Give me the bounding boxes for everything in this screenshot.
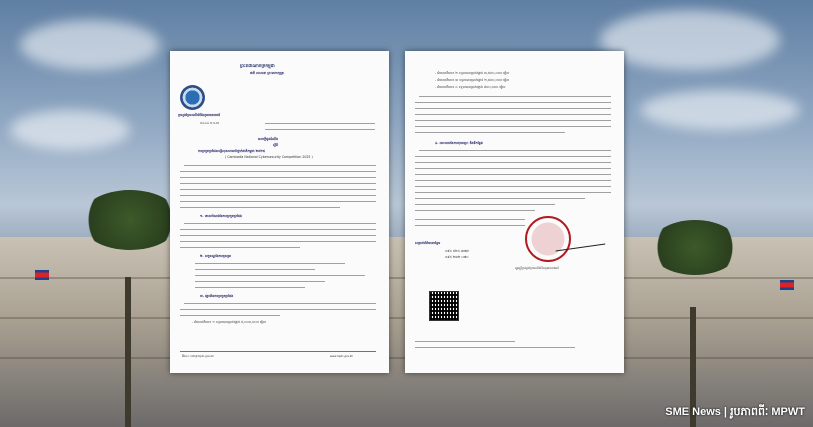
ministry-logo: [180, 85, 205, 110]
prize-3: - ជ័យលាភីលេខ ៣ ទទួលបានប្រាក់រង្វាន់ ២,៥០០,០០០ រៀល: [435, 78, 510, 82]
palm-tree: [650, 220, 740, 275]
contact-phone-1: ០៩៦ ៥២៥ ៣៧៧: [445, 249, 469, 253]
section-1-heading: ១. គោលបំណងនៃការប្រកួតប្រជែង: [200, 214, 242, 218]
prize-1: - ជ័យលាភីលេខ ១ ទទួលបានប្រាក់រង្វាន់ ៥,០០០,០០០ រៀល: [192, 320, 266, 324]
section-2-heading: ២. លក្ខខណ្ឌនៃការចូលរួម: [200, 254, 231, 258]
footer-email: អ៊ីមែល: info@mptc.gov.kh: [182, 355, 214, 358]
section-4-heading: ៤. រយៈពេលនៃការចុះឈ្មោះ និងទីកន្លែង: [435, 141, 483, 145]
kingdom-title: ព្រះរាជាណាចក្រកម្ពុជា: [240, 63, 275, 68]
cloud: [640, 90, 800, 130]
competition-title-kh: ការប្រកួតប្រជែងសន្តិសុខសាយប័រថ្នាក់ជាតិកម្ពុជា ២០២៥: [198, 149, 265, 153]
ministry-name: ក្រសួងប្រៃសណីយ៍និងទូរគមនាគមន៍: [178, 113, 221, 117]
cloud: [10, 110, 130, 150]
palm-trunk: [125, 277, 131, 427]
subject-label: ស្តីពី: [273, 143, 279, 147]
motto: ជាតិ សាសនា ព្រះមហាក្សត្រ: [250, 71, 284, 75]
palm-tree: [80, 190, 180, 250]
prize-4: - ជ័យលាភីលេខ ៤ ទទួលបានប្រាក់រង្វាន់ ៨០០,០០០ រៀល: [435, 85, 506, 89]
announcement-title: សេចក្តីជូនដំណឹង: [258, 137, 279, 141]
section-3-heading: ៣. រង្វាន់នៃការប្រកួតប្រជែង: [200, 294, 234, 298]
cloud: [600, 10, 780, 70]
document-number: ០៤៤៤ ប.ទ.ស: [200, 121, 220, 125]
cambodia-flag-icon: [35, 270, 49, 280]
prize-2: - ជ័យលាភីលេខ ២ ទទួលបានប្រាក់រង្វាន់ ៣,៥០០,០០០ រៀល: [435, 71, 510, 75]
cambodia-flag-icon: [780, 280, 794, 290]
cloud: [20, 20, 160, 70]
official-seal: [525, 216, 571, 262]
qr-code[interactable]: [429, 291, 459, 321]
photo-credit: SME News | រូបភាពពីៈ MPWT: [665, 406, 805, 418]
contact-phone-2: ០៩៥ ២៣២ ០៧០: [445, 255, 469, 259]
contact-header: សម្រាប់ព័ត៌មានបន្ថែម: [415, 241, 441, 245]
signer-title: រដ្ឋមន្ត្រីក្រសួងប្រៃសណីយ៍និងទូរគមនាគមន៍: [515, 266, 560, 270]
footer-website: www.mptc.gov.kh: [330, 355, 353, 358]
announcement-page-1: [170, 51, 389, 373]
announcement-page-2: [405, 51, 624, 373]
competition-title-en: ( Cambodia National Cybersecurity Competition 2025 ): [225, 155, 313, 159]
